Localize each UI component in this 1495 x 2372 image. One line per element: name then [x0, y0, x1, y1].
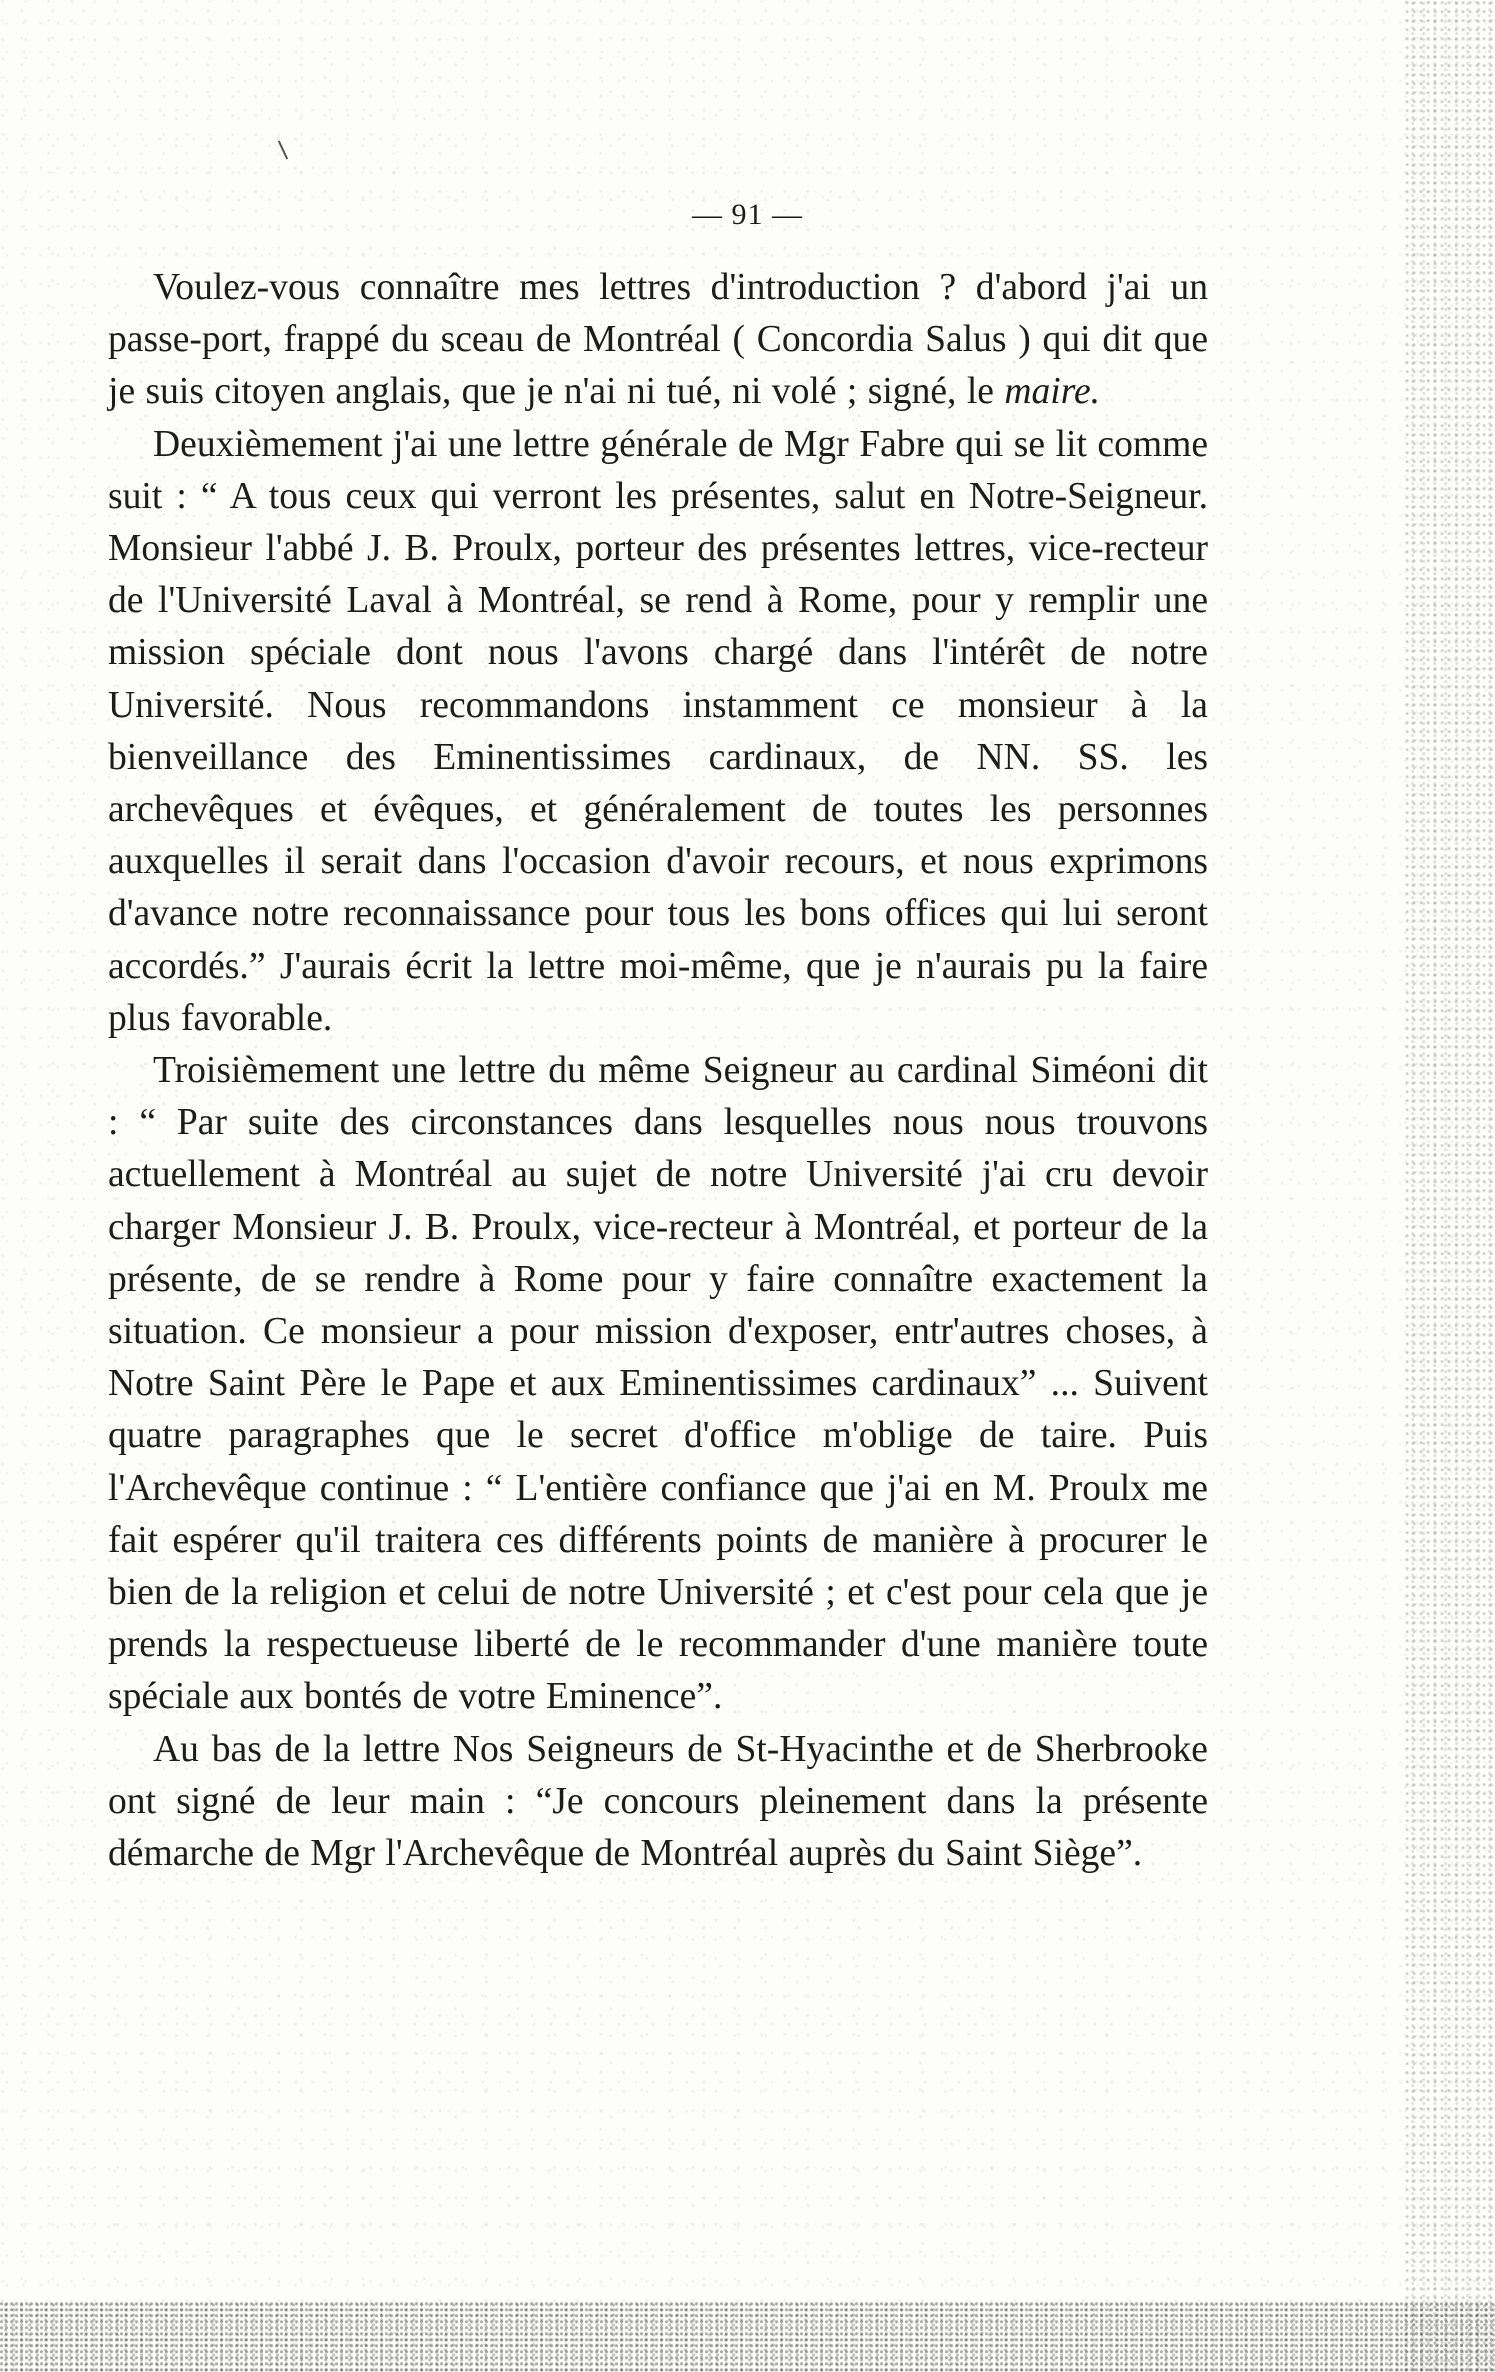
paragraph-text: Deuxièmement j'ai une lettre générale de Mgr Fabre qui se lit comme suit : “ A tous ceux qui verront les présentes, salut en Notre-Seigneur. Monsieur l'abbé J. B. Proulx, porteur des présentes lettres, vice-recteur de l'Université Laval à Montréal, se rend à Rome, pour y remplir une mission spéciale dont nous l'avons chargé dans l'intérêt de notre Université. Nous recommandons instamment ce monsieur à la bienveillance des Eminentissimes cardinaux, de NN. SS. les archevêques et évêques, et généralement de toutes les personnes auxquelles il serait dans l'occasion d'avoir recours, et nous exprimons d'avance notre reconnaissance pour tous les bons offices qui lui seront accordés.” J'aurais écrit la lettre moi-même, que je n'aurais pu la faire plus favorable. [108, 423, 1208, 1039]
paragraph-text: Troisièmement une lettre du même Seigneur au cardinal Siméoni dit : “ Par suite des circonstances dans lesquelles nous nous trouvons actuellement à Montréal au sujet de notre Université j'ai cru devoir charger Monsieur J. B. Proulx, vice-recteur à Montréal, et porteur de la présente, de se rendre à Rome pour y faire connaître exactement la situation. Ce monsieur a pour mission d'exposer, entr'autres choses, à Notre Saint Père le Pape et aux Eminentissimes cardinaux” ... Suivent quatre paragraphes que le secret d'office m'oblige de taire. Puis l'Archevêque continue : “ L'entière confiance que j'ai en M. Proulx me fait espérer qu'il traitera ces différents points de manière à procurer le bien de la religion et celui de notre Université ; et c'est pour cela que je prends la respectueuse liberté de le recommander d'une manière toute spéciale aux bontés de votre Eminence”. [108, 1050, 1208, 1718]
paragraph-text: Au bas de la lettre Nos Seigneurs de St-Hyacinthe et de Sherbrooke ont signé de leur main : “Je concours pleinement dans la présente démarche de Mgr l'Archevêque de Montréal auprès du Saint Siège”. [108, 1728, 1208, 1875]
page-number: — 91 — [692, 198, 803, 231]
paragraph-letter-to-cardinal [108, 1045, 1208, 1724]
paragraph-bishops-signatures [108, 1724, 1208, 1881]
scan-noise-bottom-edge [0, 2302, 1495, 2372]
ink-mark [278, 141, 288, 160]
body-text [108, 262, 1208, 1880]
paragraph-general-letter [108, 419, 1208, 1045]
paragraph-text: Voulez-vous connaître mes lettres d'introduction ? d'abord j'ai un passe-port, frappé du sceau de Montréal ( Concordia Salus ) qui dit que je suis citoyen anglais, que je n'ai ni tué, ni volé ; signé, le [108, 267, 1208, 413]
paragraph-emphasis: maire. [1004, 371, 1101, 413]
paragraph-introduction-letters [108, 262, 1208, 419]
scan-noise-right-edge [1405, 0, 1495, 2372]
